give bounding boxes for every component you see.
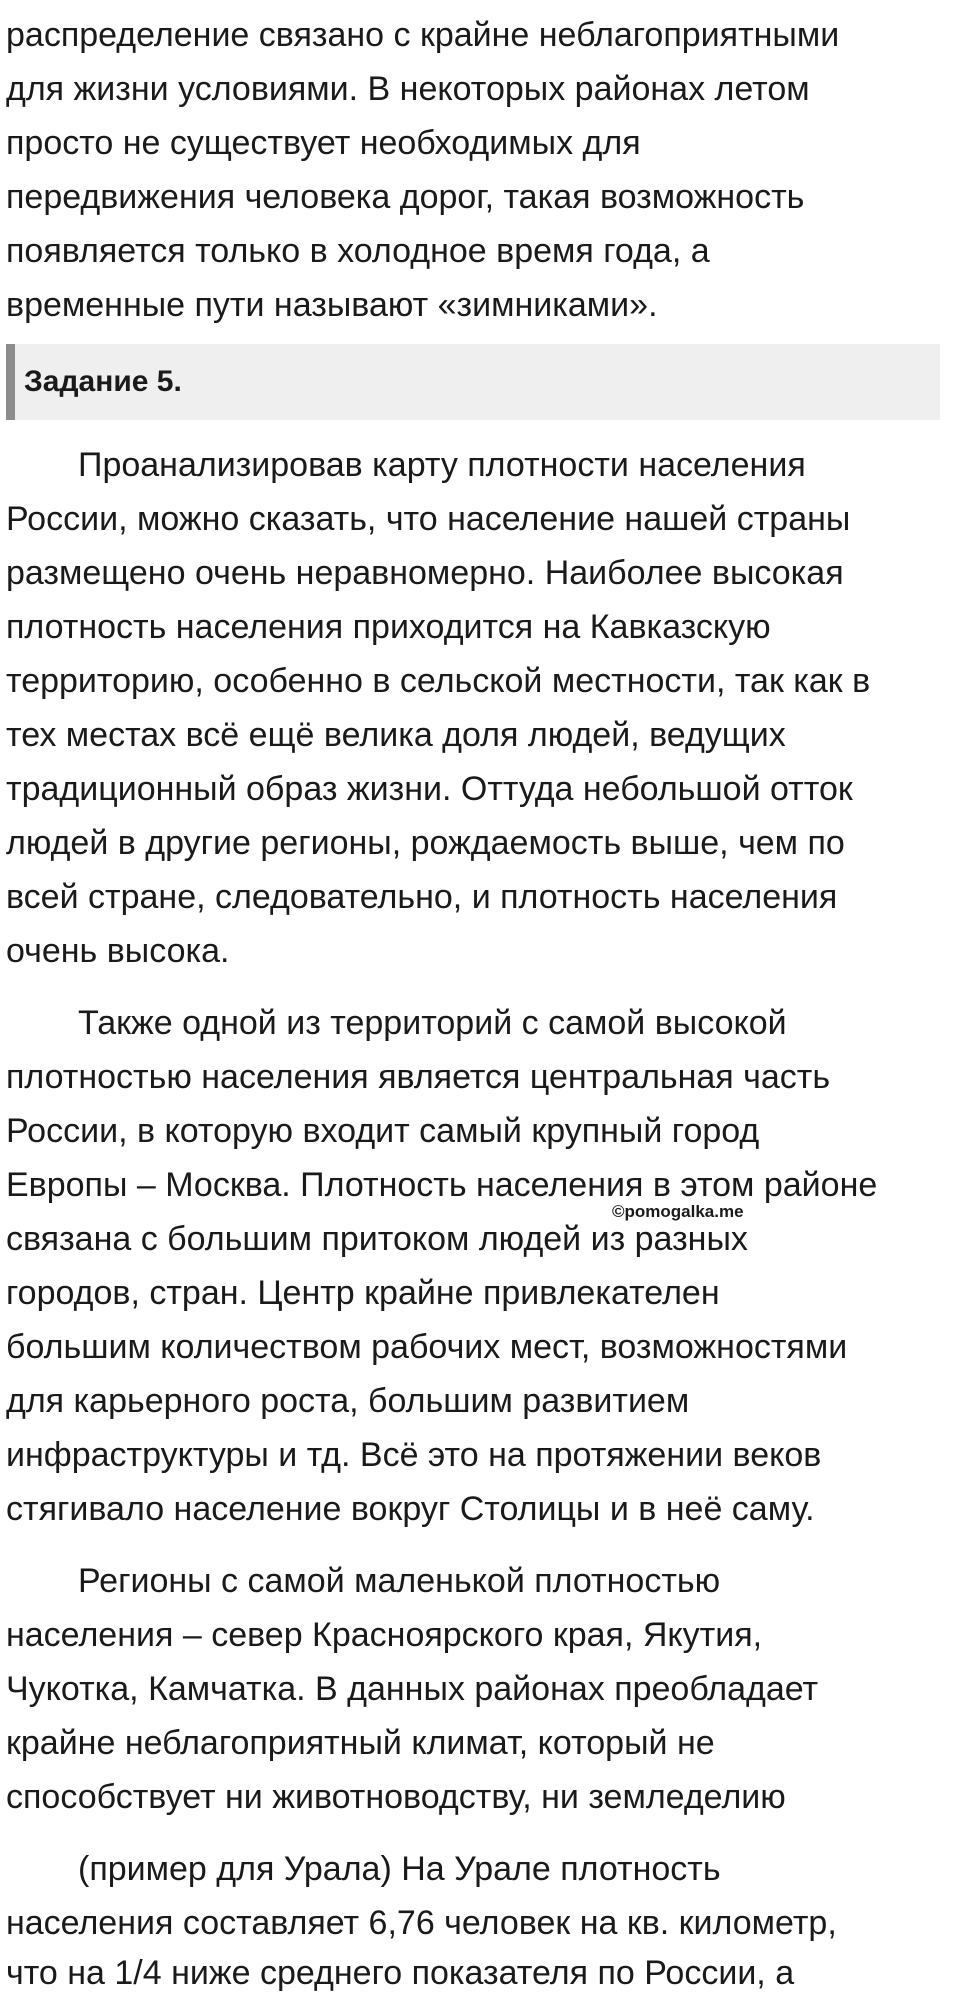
text-line: населения – север Красноярского края, Якутия,	[6, 1616, 763, 1654]
text-line: тех местах всё ещё велика доля людей, ведущих	[6, 716, 786, 754]
text-line: что на 1/4 ниже среднего показателя по России, а	[6, 1954, 795, 1992]
text-line: передвижения человека дорог, такая возможность	[6, 178, 805, 216]
text-line: просто не существует необходимых для	[6, 124, 641, 162]
text-line: плотность населения приходится на Кавказскую	[6, 608, 771, 646]
text-line: Европы – Москва. Плотность населения в этом районе	[6, 1166, 878, 1204]
text-line: очень высока.	[6, 932, 230, 970]
text-line: традиционный образ жизни. Оттуда небольшой отток	[6, 770, 853, 808]
text-line: России, можно сказать, что население нашей страны	[6, 500, 851, 538]
text-line: Проанализировав карту плотности населения	[78, 446, 806, 484]
text-line: территорию, особенно в сельской местности, так как в	[6, 662, 871, 700]
text-line: появляется только в холодное время года, а	[6, 232, 710, 270]
text-line: крайне неблагоприятный климат, который не	[6, 1724, 715, 1762]
text-line: распределение связано с крайне неблагоприятными	[6, 16, 840, 54]
watermark: ©pomogalka.me	[612, 1202, 744, 1221]
text-line: временные пути называют «зимниками».	[6, 286, 658, 324]
text-line: для карьерного роста, большим развитием	[6, 1382, 690, 1420]
text-line: людей в другие регионы, рождаемость выше, чем по	[6, 824, 845, 862]
text-line: Регионы с самой маленькой плотностью	[78, 1562, 721, 1600]
text-line: инфраструктуры и тд. Всё это на протяжении веков	[6, 1436, 822, 1474]
text-line: (пример для Урала) На Урале плотность	[78, 1850, 721, 1888]
text-line: стягивало население вокруг Столицы и в неё саму.	[6, 1490, 815, 1528]
text-line: Также одной из территорий с самой высокой	[78, 1004, 787, 1042]
text-line: городов, стран. Центр крайне привлекателен	[6, 1274, 720, 1312]
task-heading: Задание 5.	[24, 365, 182, 398]
text-line: Чукотка, Камчатка. В данных районах преобладает	[6, 1670, 819, 1708]
text-line: способствует ни животноводству, ни земледелию	[6, 1778, 786, 1816]
text-line: связана с большим притоком людей из разных	[6, 1220, 748, 1258]
text-line: всей стране, следовательно, и плотность населения	[6, 878, 838, 916]
text-line: большим количеством рабочих мест, возможностями	[6, 1328, 848, 1366]
text-line: плотностью населения является центральная часть	[6, 1058, 831, 1096]
text-line: России, в которую входит самый крупный город	[6, 1112, 760, 1150]
text-line: размещено очень неравномерно. Наиболее высокая	[6, 554, 844, 592]
text-line: населения составляет 6,76 человек на кв. километр,	[6, 1904, 837, 1942]
task-heading-accent-bar	[6, 344, 15, 420]
text-line: для жизни условиями. В некоторых районах летом	[6, 70, 810, 108]
